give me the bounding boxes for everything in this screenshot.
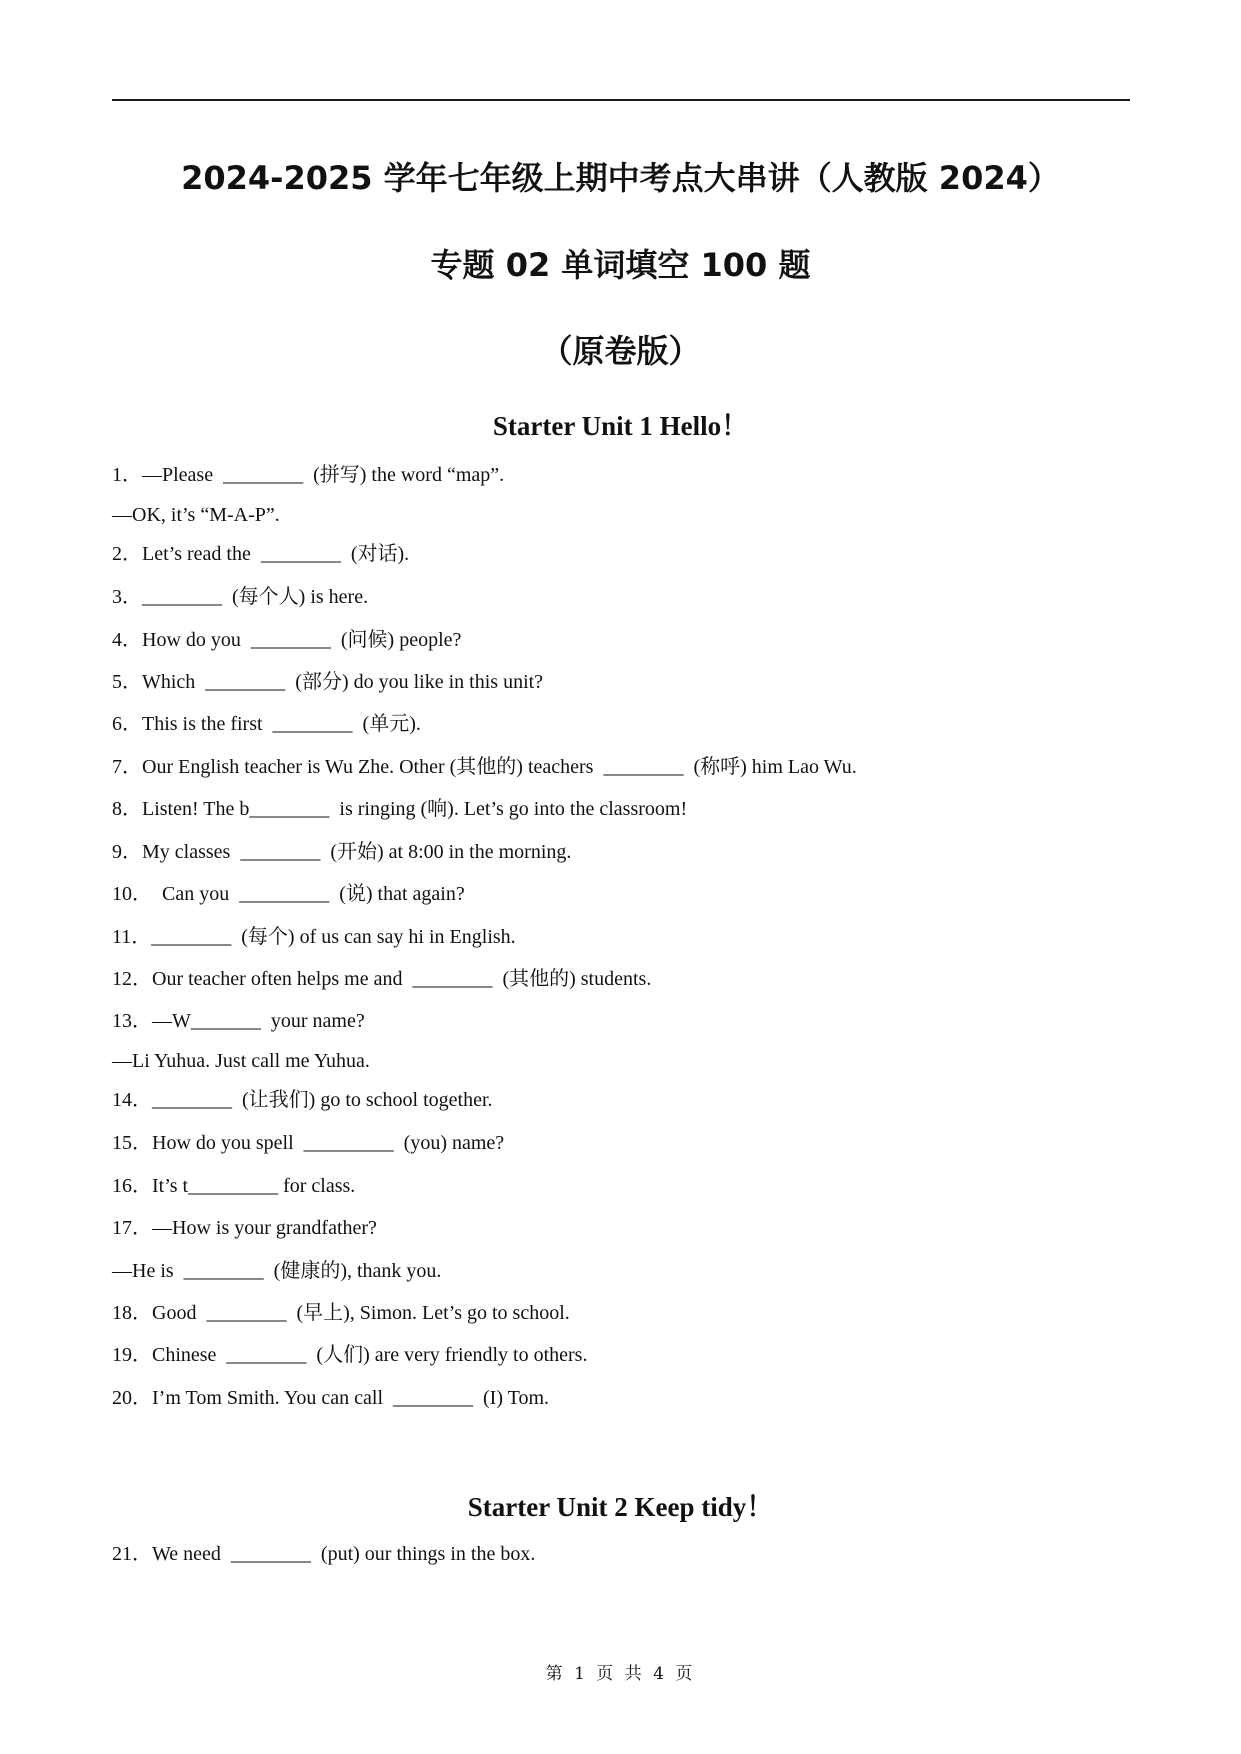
question-line: —Li Yuhua. Just call me Yuhua.: [112, 1050, 370, 1072]
question-line: 11．________ (每个) of us can say hi in English.: [112, 926, 516, 948]
document-subtitle: 专题 02 单词填空 100 题: [430, 246, 811, 284]
page-number: 第 1 页 共 4 页: [545, 1664, 696, 1684]
question-line: —OK, it’s “M-A-P”.: [112, 504, 280, 526]
question-line: 17．—How is your grandfather?: [112, 1217, 377, 1239]
question-line: 12．Our teacher often helps me and ________ (其他的) students.: [112, 968, 652, 990]
question-line: 9．My classes ________ (开始) at 8:00 in the morning.: [112, 841, 572, 863]
question-line: 3．________ (每个人) is here.: [112, 586, 369, 608]
question-line: 8．Listen! The b________ is ringing (响). Let’s go into the classroom!: [112, 798, 688, 820]
question-line: 18．Good ________ (早上), Simon. Let’s go to school.: [112, 1302, 570, 1324]
question-line: 20．I’m Tom Smith. You can call ________ (I) Tom.: [112, 1387, 550, 1409]
header-rule: [112, 99, 1130, 101]
question-line: 5．Which ________ (部分) do you like in this unit?: [112, 671, 544, 693]
section-heading-unit-1: Starter Unit 1 Hello！: [492, 411, 749, 441]
question-line: 21．We need ________ (put) our things in the box.: [112, 1543, 536, 1565]
question-line: 7．Our English teacher is Wu Zhe. Other (其他的) teachers ________ (称呼) him Lao Wu.: [112, 756, 857, 778]
question-line: 19．Chinese ________ (人们) are very friendly to others.: [112, 1344, 588, 1366]
question-line: 2．Let’s read the ________ (对话).: [112, 543, 410, 565]
question-line: 1．—Please ________ (拼写) the word “map”.: [112, 464, 505, 486]
question-line: 10． Can you _________ (说) that again?: [112, 883, 465, 905]
question-line: —He is ________ (健康的), thank you.: [112, 1260, 442, 1282]
question-line: 14．________ (让我们) go to school together.: [112, 1089, 493, 1111]
question-line: 13．—W_______ your name?: [112, 1010, 365, 1032]
section-heading-unit-2: Starter Unit 2 Keep tidy！: [467, 1492, 774, 1522]
document-title: 2024-2025 学年七年级上期中考点大串讲（人教版 2024）: [181, 159, 1060, 197]
document-edition: （原卷版）: [540, 332, 701, 370]
question-line: 6．This is the first ________ (单元).: [112, 713, 421, 735]
question-line: 4．How do you ________ (问候) people?: [112, 629, 462, 651]
question-line: 16．It’s t_________ for class.: [112, 1175, 356, 1197]
question-line: 15．How do you spell _________ (you) name?: [112, 1132, 505, 1154]
